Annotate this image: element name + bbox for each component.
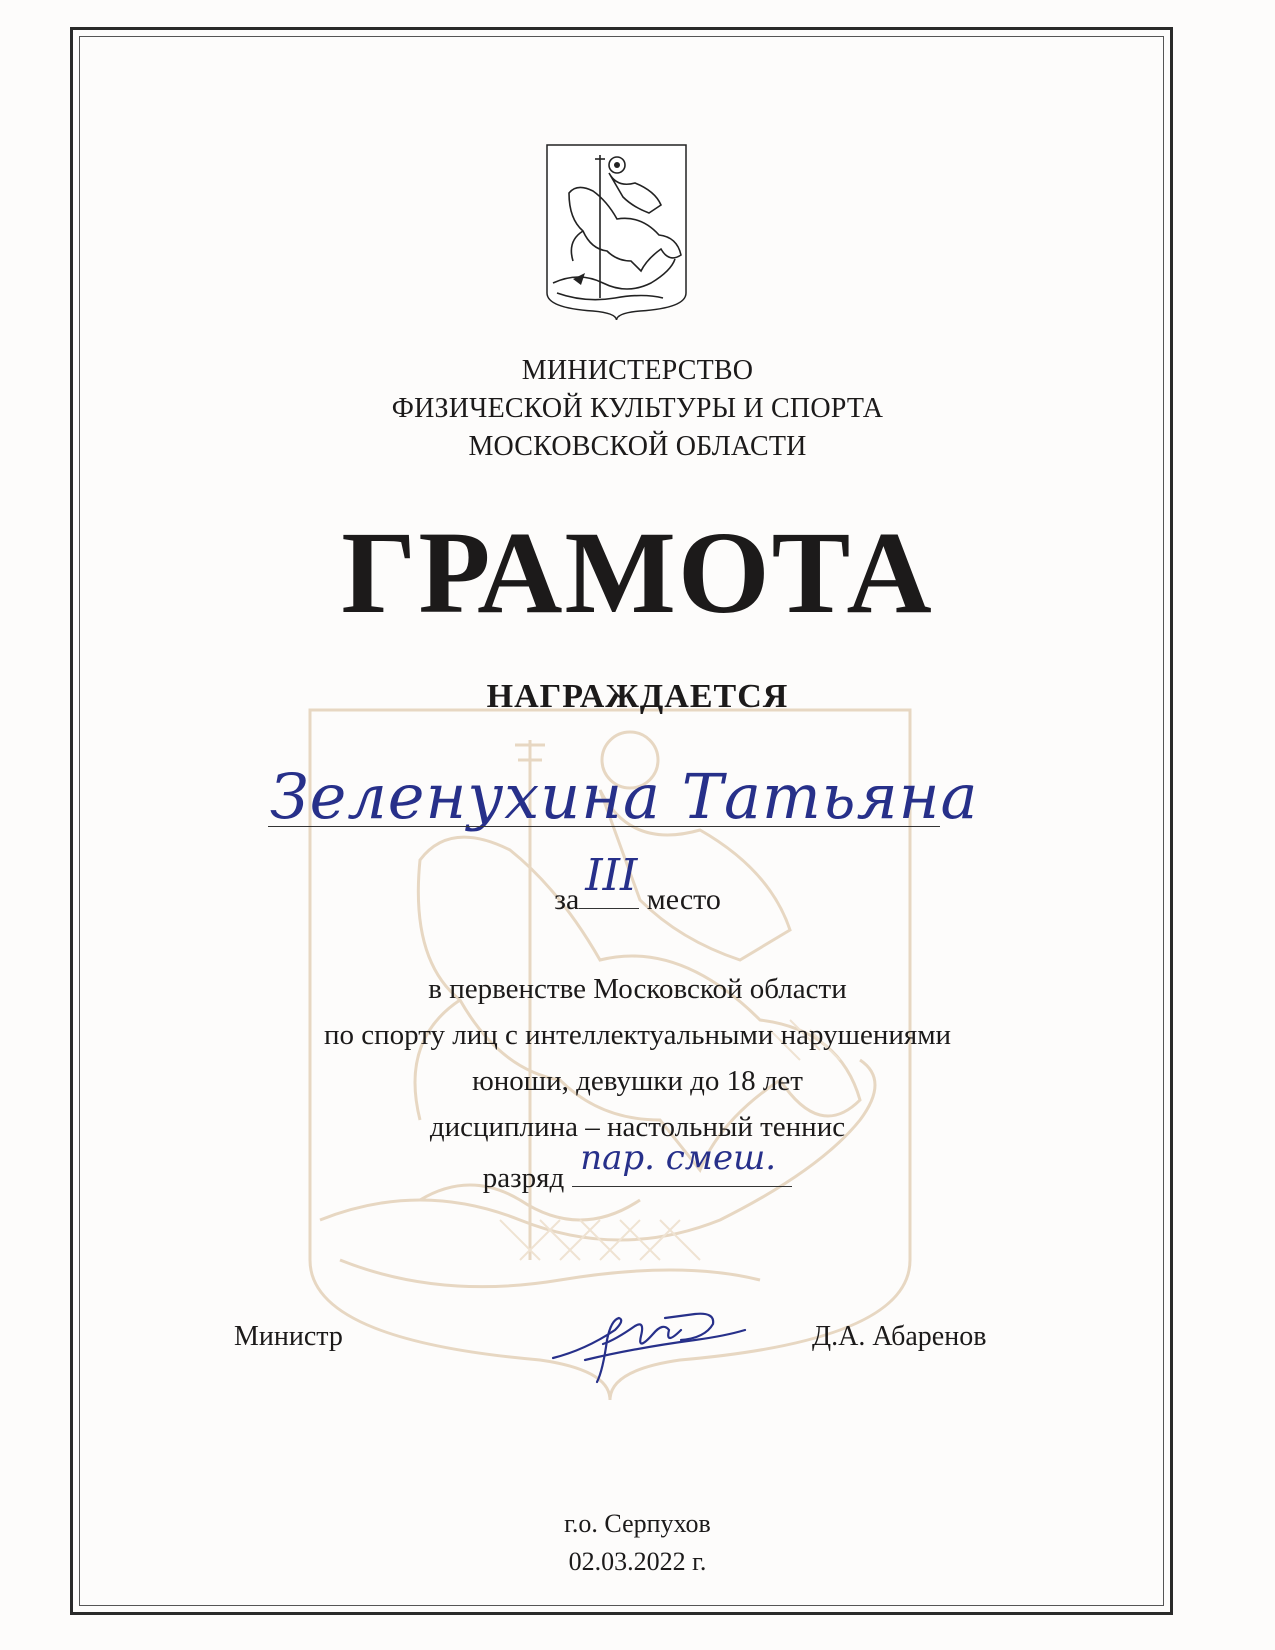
issue-city: г.о. Серпухов [564,1509,711,1538]
coat-of-arms-icon [545,143,688,321]
document-title: ГРАМОТА [341,507,934,638]
issue-place-date [0,1505,1275,1581]
event-line1: в первенстве Московской области [428,973,847,1005]
recipient-name: Зеленухина Татьяна [270,760,979,833]
rank-value: пар. смеш. [580,1138,777,1178]
event-line3: юноши, девушки до 18 лет [472,1065,803,1097]
event-line4: дисциплина – настольный теннис [429,1111,846,1143]
place-row [0,850,1275,917]
place-suffix: место [646,883,721,916]
rank-blank [572,1138,792,1187]
ministry-line1: МИНИСТЕРСТВО [521,355,754,386]
event-description [0,966,1275,1150]
place-value: III [585,850,638,901]
recipient-name-line [268,826,940,827]
issue-date: 02.03.2022 г. [568,1547,707,1576]
signatory-name: Д.А. Абаренов [812,1321,987,1352]
rank-row [0,1138,1275,1195]
signature-icon [545,1300,755,1390]
rank-label: разряд [482,1162,565,1194]
ministry-heading [0,352,1275,466]
ministry-line2: ФИЗИЧЕСКОЙ КУЛЬТУРЫ И СПОРТА [391,393,884,424]
awarded-label: НАГРАЖДАЕТСЯ [486,678,789,715]
place-prefix: за [554,883,580,916]
ministry-line3: МОСКОВСКОЙ ОБЛАСТИ [468,431,807,462]
place-blank [579,850,639,909]
signatory-title: Министр [234,1321,343,1352]
event-line2: по спорту лиц с интеллектуальными нарушениями [323,1019,952,1051]
